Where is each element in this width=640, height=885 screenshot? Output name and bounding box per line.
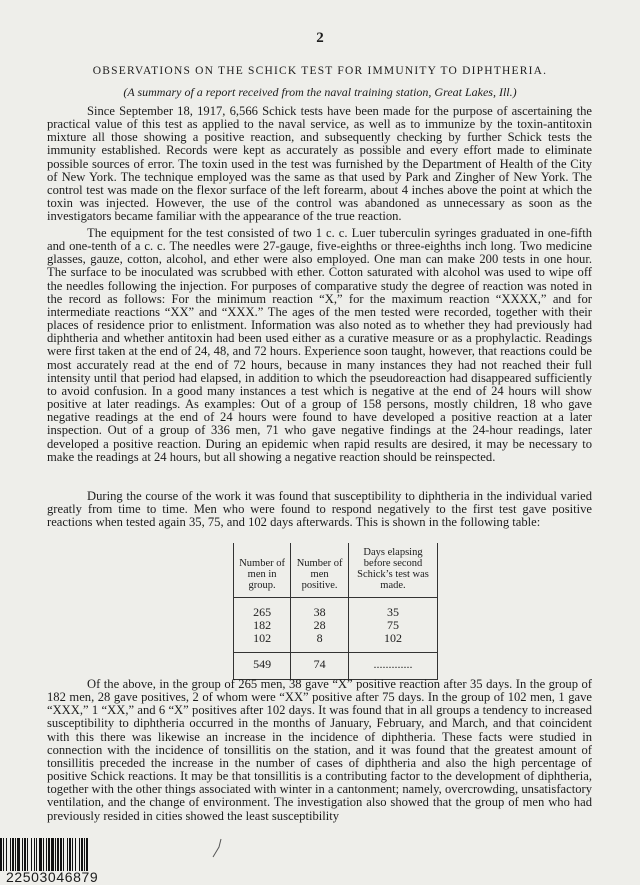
document-title: OBSERVATIONS ON THE SCHICK TEST FOR IMMUNITY TO DIPHTHERIA. — [92, 65, 548, 77]
table-cell: 102 — [348, 632, 437, 653]
table-header-group: Number of men in group. — [234, 543, 291, 598]
document-subtitle: (A summary of a report received from the naval training station, Great Lakes, Ill.) — [123, 85, 517, 99]
barcode-number: 22503046879 — [6, 869, 99, 885]
paragraph-2: The equipment for the test consisted of two 1 c. c. Luer tuberculin syringes graduated in one-fifth and one-tenth of a c. c. The needles were 27-gauge, five-eighths or three-eighths inch long. Two medicine glasses, gauze, cotton, alcohol, and ether were also employed. One man can make 200 tests in one hour. The surface to be inoculated was scrubbed with ether. Cotton saturated with alcohol was used to wipe off the needles following the injection. For purposes of comparative study the degree of reaction was noted in the record as follows: For the minimum reaction “X,” for the maximum reaction “XXXX,” and for intermediate reactions “XX” and “XXX.” The ages of the men tested were recorded, together with their places of residence prior to enlistment. Information was also noted as to whether they had previously had diphtheria and whether antitoxin had been used either as a curative measure or as a prophylactic. Readings were first taken at the end of 24, 48, and 72 hours. Experience soon taught, however, that reactions could be most accurately read at the end of 72 hours, because in many instances they had not reached their full intensity until that period had elapsed, in addition to which the pseudoreaction had disappeared sufficiently to avoid confusion. In a good many instances a test which is negative at the end of 24 hours will show positive at later readings. As examples: Out of a group of 158 persons, mostly children, 18 who gave negative readings at the end of 24 hours were found to have developed a positive reaction at a later inspection. Out of a group of 336 men, 71 who gave negative findings at the 24-hour readings, later developed a positive reaction. During an epidemic when rapid results are desired, it may be necessary to make the readings at 24 hours, but all showing a negative reaction should be reinspected. — [47, 226, 592, 464]
table-cell: 38 — [291, 598, 349, 620]
table-cell: 75 — [348, 619, 437, 632]
table-cell: 182 — [253, 618, 272, 632]
table-total-cell: ............. — [348, 653, 437, 680]
table-cell: 265 — [253, 605, 272, 619]
table-cell: 102 — [253, 631, 272, 645]
table-header-positive: Number of men positive. — [291, 543, 349, 598]
table-cell: 8 — [291, 632, 349, 653]
library-barcode — [0, 838, 152, 871]
paragraph-3: During the course of the work it was found that susceptibility to diphtheria in the individual varied greatly from time to time. Men who were found to respond negatively to the first test gave positive reactions when tested again 35, 75, and 102 days afterwards. This is shown in the following table: — [47, 489, 592, 530]
schick-test-table — [233, 543, 438, 680]
paragraph-1: Since September 18, 1917, 6,566 Schick tests have been made for the purpose of ascertaining the practical value of this test as applied to the naval service, as well as to immunize by the toxin-antitoxin mixture all those showing a positive reaction, and subsequently checking by further Schick tests the immunity established. Records were kept as accurately as possible and every effort made to eliminate possible sources of error. The toxin used in the test was furnished by the Department of Health of the City of New York. The technique employed was the same as that used by Park and Zingher of New York. The control test was made on the flexor surface of the left forearm, about 4 inches above the point at which the toxin was injected. However, the use of the control was abandoned as unnecessary as soon as the investigators became familiar with the appearance of the true reaction. — [47, 104, 592, 224]
pencil-mark-icon — [212, 838, 224, 858]
table-total-cell: 549 — [234, 653, 291, 680]
table-row — [234, 598, 438, 620]
table-header-days: Days elapsing before second Schick’s test was made. — [348, 543, 437, 598]
page-number: 2 — [316, 30, 324, 46]
table-cell: 35 — [348, 598, 437, 620]
table-row — [234, 632, 438, 653]
table-total-row — [234, 653, 438, 680]
paragraph-4: Of the above, in the group of 265 men, 38 gave “X” positive reaction after 35 days. In the group of 182 men, 28 gave positives, 2 of whom were “XX” positive after 75 days. In the group of 102 men, 1 gave “XXX,” 1 “XX,” and 6 “X” positives after 102 days. It was found that in all groups a tendency to increased susceptibility to diphtheria occurred in the months of January, February, and March, and that coincident with this there was likewise an increase in the incidence of diphtheria. These facts were studied in connection with the incidence of tonsillitis on the station, and it was found that the greatest amount of tonsillitis preceded the increase in the number of cases of diphtheria and also the high percentage of positive Schick reactions. It may be that tonsillitis is a contributing factor to the development of diphtheria, together with the other things associated with winter in a cantonment; namely, overcrowding, unsatisfactory ventilation, and the change of environment. The investigation also showed that the group of men who had previously resided in cities showed the least susceptibility — [47, 677, 592, 823]
table-cell: 28 — [291, 619, 349, 632]
table-total-cell: 74 — [291, 653, 349, 680]
